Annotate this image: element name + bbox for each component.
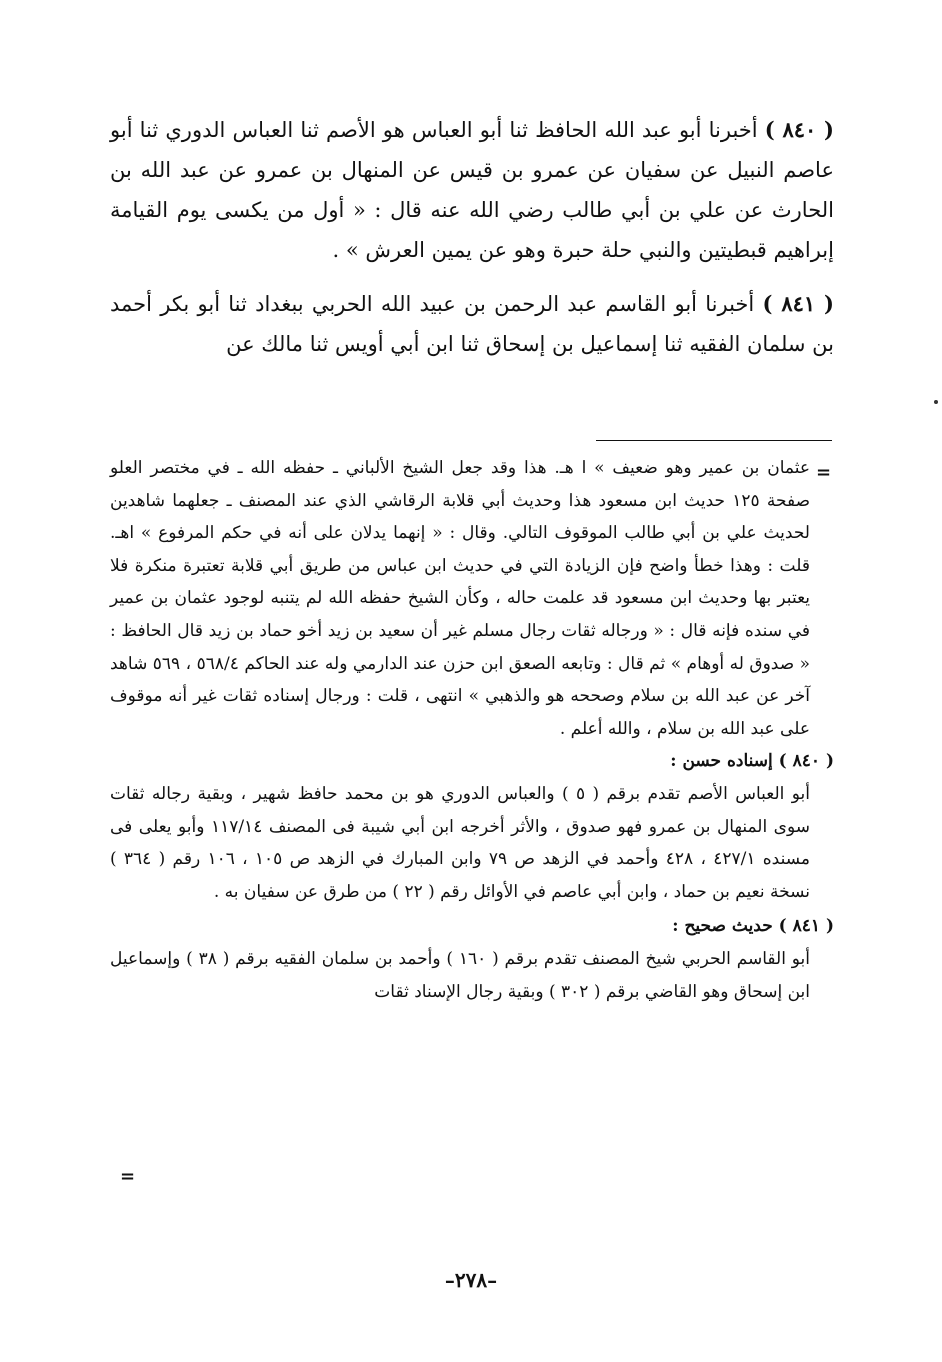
hadith-text: أخبرنا أبو القاسم عبد الرحمن بن عبيد الله الحربي ببغداد ثنا أبو بكر أحمد بن سلمان الفقيه ثنا إسماعيل بن إسحاق ثنا ابن أبي أويس ثنا مالك عن <box>110 292 834 356</box>
page-number: –٢٧٨– <box>444 1268 498 1292</box>
hadith-number: ( ٨٤١ ) <box>762 291 834 316</box>
continuation-mark-bottom: = <box>120 1166 136 1187</box>
footnote-heading-841: ( ٨٤١ ) حديث صحيح : <box>672 916 834 937</box>
footnote-separator <box>596 440 832 441</box>
hadith-841 <box>110 284 834 364</box>
hadith-840 <box>110 110 834 270</box>
main-text <box>110 110 834 378</box>
footnotes <box>110 452 834 1010</box>
margin-dot <box>934 400 938 404</box>
footnote-body-840: أبو العباس الأصم تقدم برقم ( ٥ ) والعباس الدوري هو بن محمد حافظ شهير ، وبقية رجاله ثقات سوى المنهال بن عمرو فهو صدوق ، والأثر أخرجه ابن أبي شيبة فى المصنف ١١٧/١٤ وأبو يعلى فى مسنده ٤٢٧/١ ، ٤٢٨ وأحمد في الزهد ص ٧٩ وابن المبارك في الزهد ص ١٠٥ ، ١٠٦ رقم ( ٣٦٤ ) نسخة نعيم بن حماد ، وابن أبي عاصم في الأوائل رقم ( ٢٢ ) من طرق عن سفيان به . <box>110 783 811 902</box>
footnote-continued: عثمان بن عمير وهو ضعيف » ا هـ. هذا وقد جعل الشيخ الألباني ـ حفظه الله ـ في مختصر العلو صفحة ١٢٥ حديث ابن مسعود هذا وحديث أبي قلابة الرقاشي الذي عند المصنف ـ جعلهما شاهدين لحديث علي بن أبي طالب الموقوف التالي. وقال : « إنهما يدلان على أنه في حكم المرفوع » اهـ. قلت : وهذا خطأ واضح فإن الزيادة التي في حديث ابن عباس من طريق أبي قلابة تعتبرة منكرة فلا يعتبر بها وحديث ابن مسعود قد علمت حاله ، وكأن الشيخ حفظه الله لم يتنبه لوجود عثمان بن عمير في سنده فإنه قال : « ورجاله ثقات رجال مسلم غير أن سعيد بن زيد أخو حماد بن زيد قال الحافظ : « صدوق له أوهام » ثم قال : وتابعه الصعق ابن حزن عند الدارمي وله عند الحاكم ٥٦٨/٤ ، ٥٦٩ شاهد آخر عن عبد الله بن سلام وصححه هو والذهبي » انتهى ، قلت : ورجال إسناده ثقات غير أنه موقوف على عبد الله بن سلام ، والله أعلم . <box>110 458 811 739</box>
footnote-body-841: أبو القاسم الحربي شيخ المصنف تقدم برقم ( ١٦٠ ) وأحمد بن سلمان الفقيه برقم ( ٣٨ ) وإسماعيل ابن إسحاق وهو القاضي برقم ( ٣٠٢ ) وبقية رجال الإسناد ثقات <box>110 948 810 1002</box>
continuation-mark-top: = <box>816 462 832 483</box>
hadith-text: أخبرنا أبو عبد الله الحافظ ثنا أبو العباس هو الأصم ثنا العباس الدوري ثنا أبو عاصم النبيل عن سفيان عن عمرو بن قيس عن المنهال بن عمرو عن عبد الله بن الحارث عن علي بن أبي طالب رضي الله عنه قال : « أول من يكسى يوم القيامة إبراهيم قبطيتين والنبي حلة حبرة وهو عن يمين العرش » . <box>110 118 834 262</box>
hadith-number: ( ٨٤٠ ) <box>764 117 834 142</box>
footnote-heading-840: ( ٨٤٠ ) إسناده حسن : <box>670 751 834 772</box>
